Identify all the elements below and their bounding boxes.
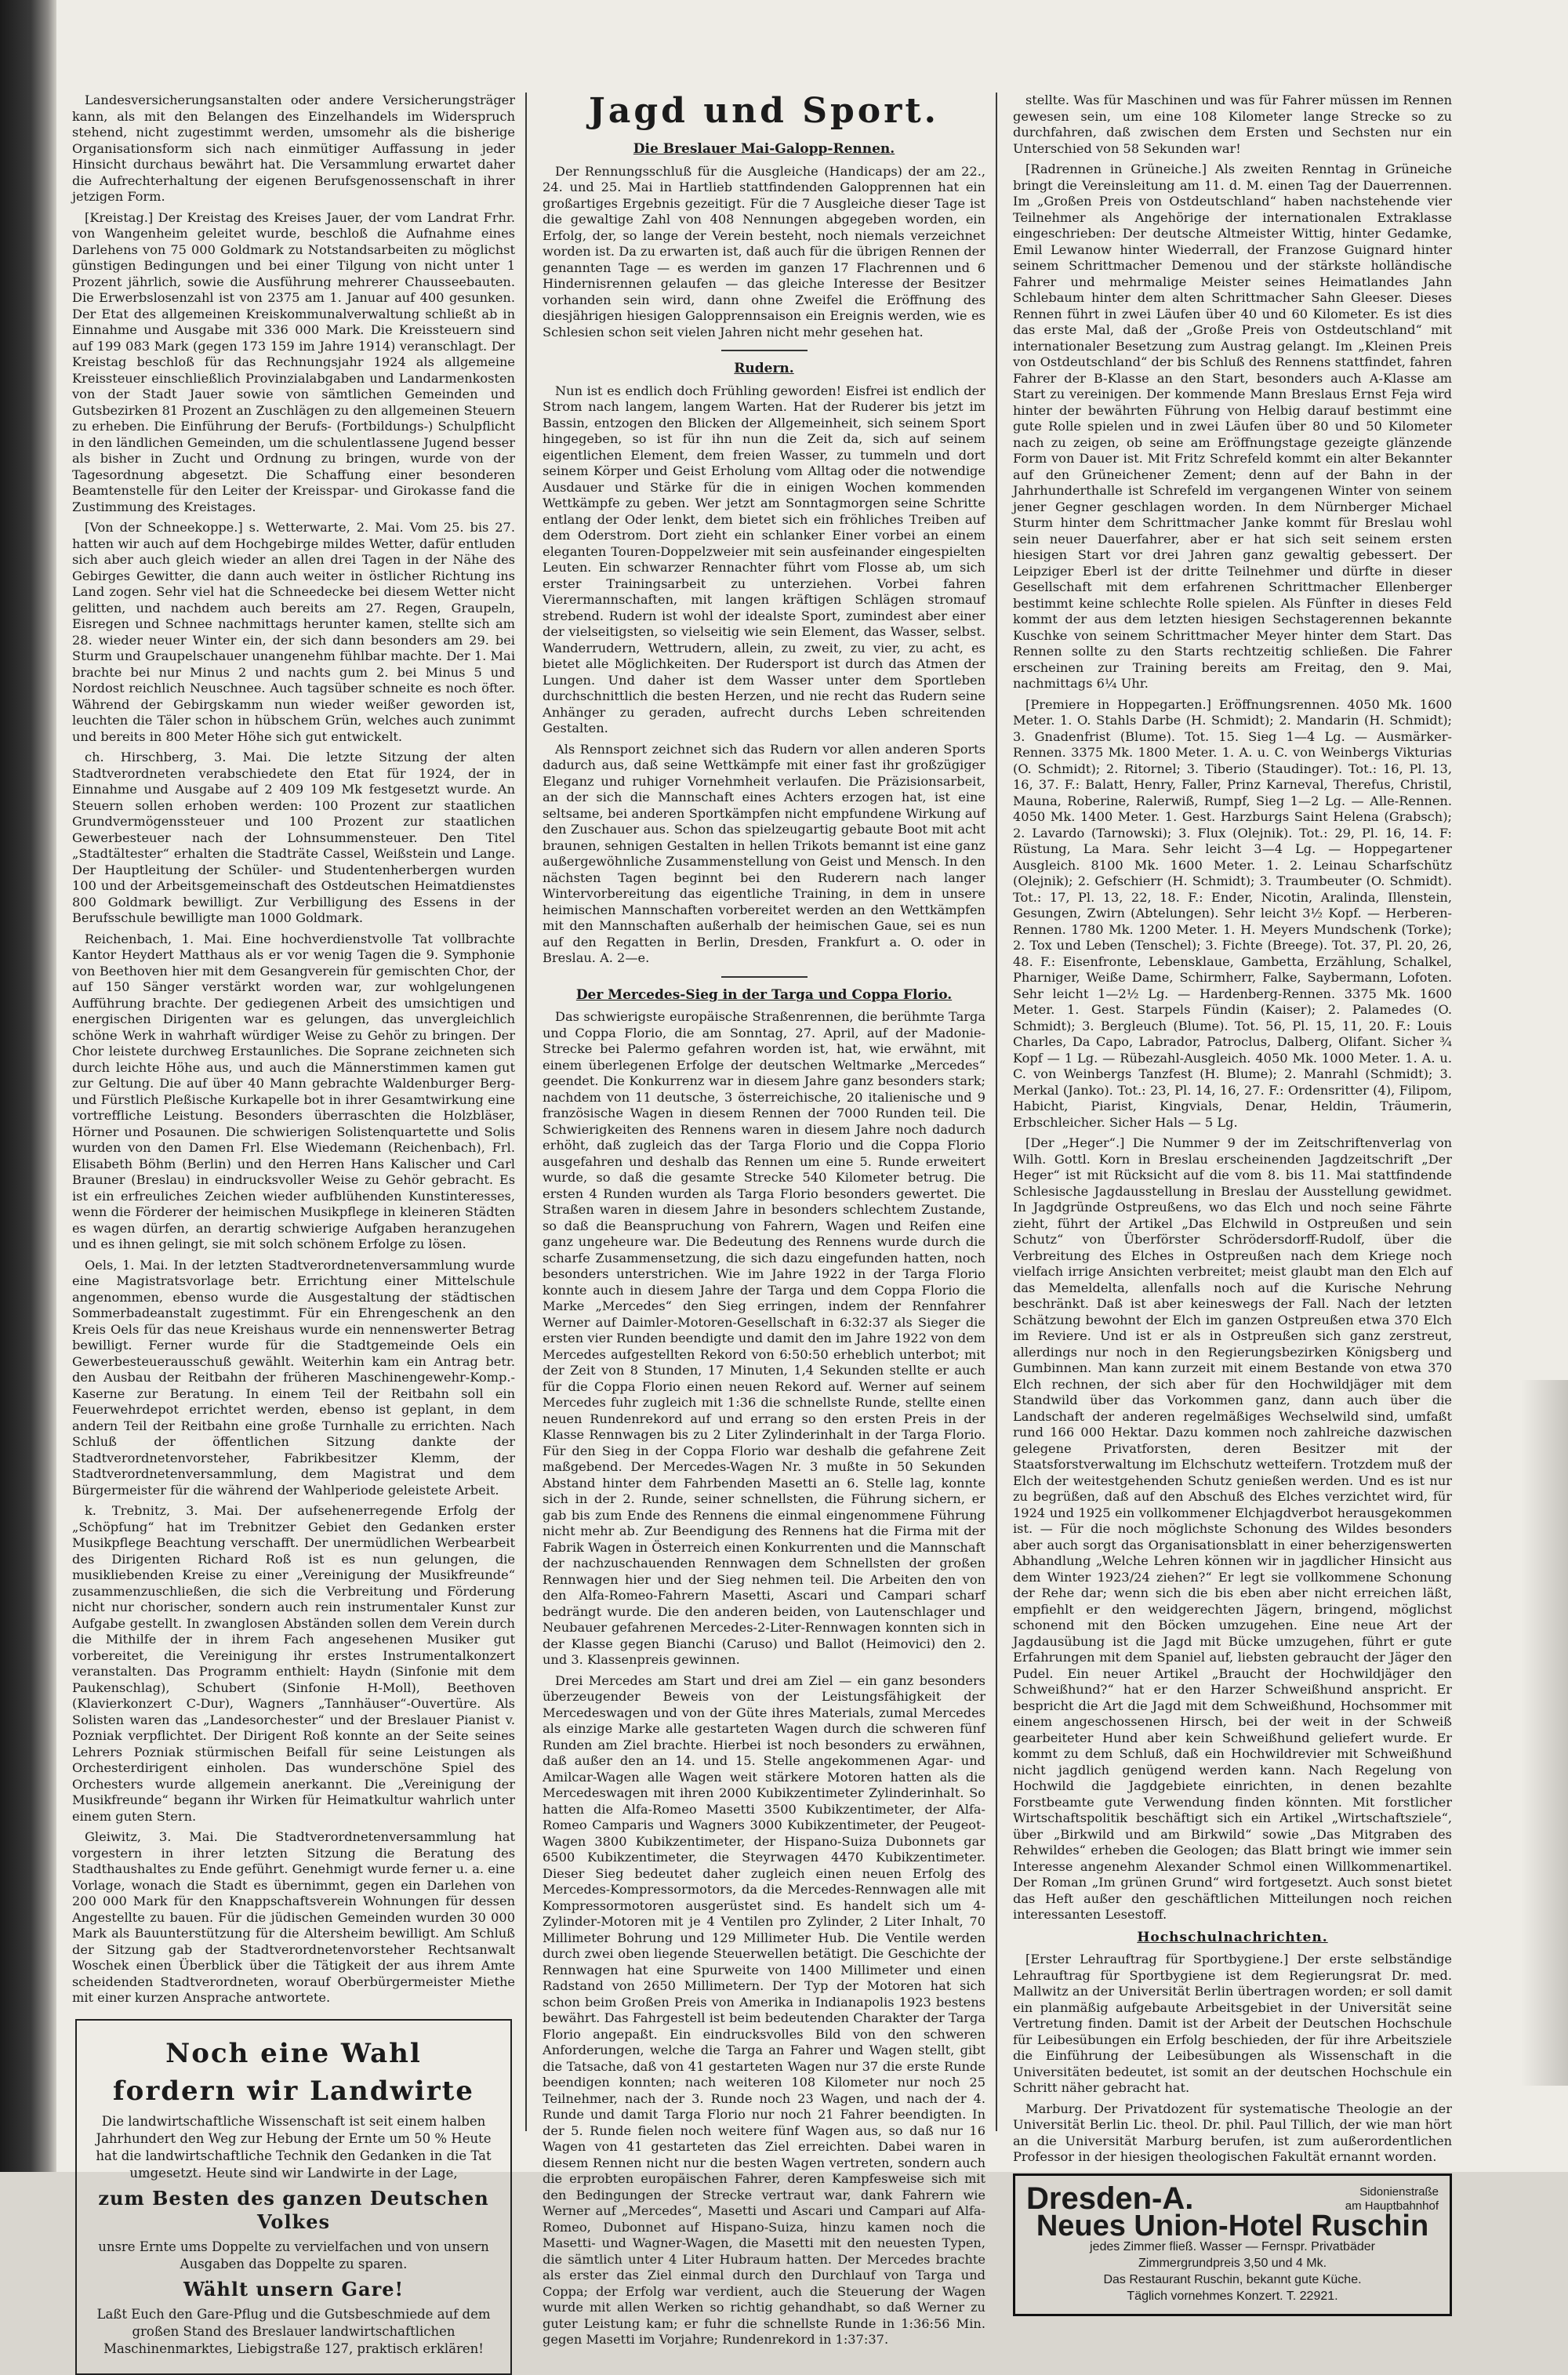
- newspaper-page: [56, 0, 1568, 2356]
- article-heading: Die Breslauer Mai-Galopp-Rennen.: [633, 141, 895, 157]
- book-binding: [0, 0, 56, 2172]
- advertisement-landwirte: [75, 2019, 512, 2375]
- column-rule-1: [525, 93, 527, 2131]
- article-reichenbach: Reichenbach, 1. Mai. Eine hochverdienstvolle Tat vollbrachte Kantor Heydert Matthaus als er vor wenig Tagen die 9. Symphonie von Beethoven hier mit dem Gesangverein für gemischten Chor, der auf 150 Sänger verstärkt worden war, zur wohlgelungenen Aufführung brachte. Der gediegenen Arbeit des umsichtigen und energischen Dirigenten war es gelungen, das unvergleichlich schöne Werk in wahrhaft würdiger Weise zu Gehör zu bringen. Der Chor leistete durchweg Erstaunliches. Die Soprane zeichneten sich durch leichte Höhe aus, und auch die Männerstimmen kamen gut zur Geltung. Die auf über 40 Mann gebrachte Waldenburger Berg- und Fürstlich Pleßische Kurkapelle bot in ihrer Gesamtwirkung eine vortreffliche Leistung. Besonders überraschten die Holzbläser, Hörner und Posaunen. Die schwierigen Solistenquartette und Solis wurden von den Damen Frl. Else Wiedemann (Reichenbach), Frl. Elisabeth Böhm (Berlin) und den Herren Hans Kalischer und Carl Brauner (Breslau) in eindrucksvoller Weise zu Gehör gebracht. Es ist ein erfreuliches Zeichen wieder aufblühenden Kunstinteresses, wenn die Förderer der heimischen Musikpflege in kleineren Städten es wagen dürfen, an derartig schwierige Aufgaben heranzugehen und es ihnen gelingt, sie mit solch schönem Erfolge zu lösen.: [72, 931, 515, 1251]
- ad-text: Laßt Euch den Gare-Pflug und die Gutsbeschmiede auf dem großen Stand des Breslauer landwirtschaftlichen Maschinenmarktes, Liebigstraße 127, praktisch erklären!: [96, 2306, 491, 2356]
- article-paragraph: Landesversicherungsanstalten oder andere Versicherungsträger kann, als mit den Belangen des Einzelhandels im Widerspruch stehend, nicht zugestimmt werden, umsomehr als die bisherige Organisationsform sich nach einmütiger Auffassung in jeder Hinsicht durchaus bewährt hat. Die Versammlung erwartet daher die Aufrechterhaltung der eigenen Berufsgenossenschaft in ihrer jetzigen Form.: [72, 93, 515, 204]
- article-oels: Oels, 1. Mai. In der letzten Stadtverordnetenversammlung wurde eine Magistratsvorlage betr. Errichtung einer Mittelschule angenommen, ebenso wurde die Ausgestaltung der städtischen Sommerbadeanstalt zugestimmt. Für ein Ehrengeschenk an den Kreis Oels für das neue Kreishaus wurde ein nennenswerter Betrag bewilligt. Ferner wurde für die Stadtgemeinde Oels ein Gewerbesteuerausschuß gewählt. Weiterhin kam ein Antrag betr. den Ausbau der Reitbahn der früheren Maschinengewehr-Komp.-Kaserne zur Beratung. In einem Teil der Reitbahn soll ein Feuerwehrdepot errichtet werden, ebenso ist geplant, in dem andern Teil der Reitbahn eine große Turnhalle zu errichten. Nach Schluß der öffentlichen Sitzung dankte der Stadtverordnetenvorsteher, Fabrikbesitzer Klemm, der Stadtverordnetenversammlung, dem Magistrat und dem Bürgermeister für die während der Wahlperiode geleistete Arbeit.: [72, 1257, 515, 1498]
- separator: [721, 350, 808, 351]
- page-edge-shadow: [1521, 1380, 1568, 2086]
- article-trebnitz: k. Trebnitz, 3. Mai. Der aufsehenerregende Erfolg der „Schöpfung“ hat im Trebnitzer Gebiet den Gedanken erster Musikpflege Beachtung verschafft. Der unermüdlichen Werbearbeit des Dirigenten Richard Roß ist es nun gelungen, die musikliebenden Kreise zu einer „Vereinigung der Musikfreunde“ zusammenzuschließen, die sich die Verbreitung und Förderung nicht nur chorischer, sondern auch rein instrumentaler Kunst zur Aufgabe gestellt. In zwanglosen Abständen sollen dem Verein durch die Mithilfe der in ihrem Fach angesehenen Musiker gut vorbereitet, die Vereinigung ihr erstes Instrumentalkonzert veranstalten. Das Programm enthielt: Haydn (Sinfonie mit dem Paukenschlag), Schubert (Sinfonie H-Moll), Beethoven (Klavierkonzert C-Dur), Wagners „Tannhäuser“-Ouvertüre. Als Solisten waren das „Landesorchester“ und der Breslauer Pianist v. Pozniak verpflichtet. Der Dirigent Roß konnte an der Seite seines Lehrers Pozniak stürmischen Beifall für seine Leistungen als Orchesterdirigent einholen. Das wunderschöne Spiel des Orchesters wurde allgemein anerkannt. Die „Vereinigung der Musikfreunde“ begann ihr Wirken für Heimatkultur wahrlich unter einem guten Stern.: [72, 1503, 515, 1824]
- article-paragraph: Drei Mercedes am Start und drei am Ziel — ein ganz besonders überzeugender Beweis von der Leistungsfähigkeit der Mercedeswagen und von der Güte ihres Materials, zumal Mercedes als einzige Marke alle gestarteten Wagen durch die schweren fünf Runden am Ziel brachte. Hierbei ist noch besonders zu erwähnen, daß außer den an 14. und 15. Stelle angekommenen Agar- und Amilcar-Wagen alle Wagen weit stärkere Motoren hatten als die Mercedeswagen mit ihren 2000 Kubikzentimeter Zylinderinhalt. So hatten die Alfa-Romeo Masetti 3500 Kubikzentimeter, der Alfa-Romeo Camparis und Wagners 3000 Kubikzentimeter, der Peugeot-Wagen 3800 Kubikzentimeter, der Hispano-Suiza Dubonnets gar 6500 Kubikzentimeter, die Steyrwagen 4470 Kubikzentimeter. Dieser Sieg bedeutet daher zugleich einen neuen Erfolg des Mercedes-Kompressormotors, da die Mercedes-Rennwagen alle mit Kompressormotoren ausgerüstet sind. Es handelt sich um 4-Zylinder-Motoren mit je 4 Ventilen pro Zylinder, 2 Liter Inhalt, 70 Millimeter Bohrung und 129 Millimeter Hub. Die Ventile werden durch zwei oben liegende Steuerwellen betätigt. Die Geschichte der Rennwagen hat eine Spurweite von 1400 Millimeter und einen Radstand von 2650 Millimetern. Der Typ der Motoren hat sich schon beim Großen Preis von Amerika in Indianapolis 1923 bestens bewährt. Das Fahrgestell ist beim bedeutenden Charakter der Targa Florio angepaßt. Ein eindrucksvolles Bild von den schweren Anforderungen, welche die Targa an Fahrer und Wagen stellt, gibt die Tatsache, daß von 41 gestarteten Wagen nur 37 die erste Runde beendigen konnten; nach weiteren 108 Kilometer nur noch 25 Teilnehmer, nach der 3. Runde noch 23 Wagen, und nach der 4. Runde und damit Targa Florio nur noch 21 Fahrer beendigten. In der 5. Runde fielen noch weitere fünf Wagen aus, so daß nur 16 Wagen von 41 gestarteten das Ziel erreichten. Dabei waren in diesem Rennen nicht nur die besten Wagen vertreten, sondern auch die erprobten europäischen Fahrer, deren Kampfesweise sich mit den Bedingungen der Strecke vertraut war, dank Fahrern wie Werner auf „Mercedes“, Masetti und Ascari und Campari auf Alfa-Romeo, Dubonnet auf Hispano-Suiza, hinzu kamen noch die Masetti- und Wagner-Wagen, die Masetti mit den neuesten Typen, die sämtlich unter 4 Liter Hubraum hatten. Der Mercedes brachte als erster das Ziel einmal durch den Durchlauf von Targa und Coppa; der Erfolg war verdient, auch die Steuerung der Wagen wurde mit allen Werken so richtig gehandhabt, so daß Werner zu guter Leistung kam; er fuhr die schnellste Runde in 1:36:56 Min. gegen Masetti im Vorjahre; Rundenrekord in 1:37:37.: [543, 1672, 985, 2347]
- ad-text: unsre Ernte ums Doppelte zu vervielfachen und von unsern Ausgaben das Doppelte zu sparen.: [98, 2239, 489, 2272]
- article-schneekoppe: [Von der Schneekoppe.] s. Wetterwarte, 2. Mai. Vom 25. bis 27. hatten wir auch auf dem Hochgebirge mildes Wetter, dafür entluden sich aber auch gleich wieder an allen drei Tagen in der Nähe des Gebirges Gewitter, die dann auch weiter in östlicher Richtung ins Land zogen. Sehr viel hat die Schneedecke bei diesem Wetter nicht gelitten, und nachdem auch bereits am 27. Regen, Graupeln, Eisregen und Schnee nachmittags herunter kamen, stellte sich am 28. wieder neuer Winter ein, der sich dann besonders am 29. bei Sturm und Graupelschauer unangenehm fühlbar machte. Der 1. Mai brachte bei nur Minus 2 und nachts gum 2. bei Minus 5 und Nordost reichlich Neuschnee. Auch tagsüber schneite es noch öfter. Während der Gebirgskamm nun wieder weißer geworden ist, leuchten die Täler schon in hübschem Grün, welches auch zunimmt und bereits in 800 Meter Höhe sich gut entwickelt.: [72, 520, 515, 744]
- article-paragraph: Der Rennungsschluß für die Ausgleiche (Handicaps) der am 22., 24. und 25. Mai in Hartlieb stattfindenden Galopprennen hat ein großartiges Ergebnis gezeitigt. Für die 7 Ausgleiche dieser Tage ist die gewaltige Zahl von 408 Nennungen abgegeben worden, ein Erfolg, der, so lange der Verein besteht, noch niemals verzeichnet worden ist. Da zu erwarten ist, daß auch für die übrigen Rennen der genannten Tage — es werden im ganzen 17 Flachrennen und 6 Hindernisrennen gelaufen — das gleiche Interesse der Besitzer vorhanden sein wird, dann ohne Zweifel die Eröffnung des diesjährigen hiesigen Galopprennsaison ein Ereignis werden, wie es Schlesien schon seit vielen Jahren nicht mehr gesehen hat.: [543, 163, 985, 340]
- column-middle: [543, 91, 985, 2347]
- hotel-info: jedes Zimmer fließ. Wasser — Fernspr. Privatbäder: [1090, 2240, 1375, 2253]
- ad-callout: Wählt unsern Gare!: [183, 2277, 405, 2301]
- article-gleiwitz: Gleiwitz, 3. Mai. Die Stadtverordnetenversammlung hat vorgestern in ihrer letzten Sitzung die Beratung des Stadthaushaltes zu Ende geführt. Genehmigt wurde ferner u. a. eine Vorlage, wonach die Stadt es übernimmt, gegen ein Darlehen von 200 000 Mark für den Knappschaftsverein Wohnungen für dessen Angestellte zu bauen. Für die jüdischen Gemeinden wurden 30 000 Mark als Bauunterstützung für die Altersheim bewilligt. Am Schluß der Sitzung gab der Stadtverordnetenvorsteher Rechtsanwalt Woschek einen Überblick über die Tätigkeit der aus ihrem Amte scheidenden Stadtverordneten, worauf Oberbürgermeister Miethe mit einer kurzen Ansprache antwortete.: [72, 1829, 515, 2005]
- hotel-info: Das Restaurant Ruschin, bekannt gute Küche.: [1103, 2273, 1362, 2286]
- separator: [721, 976, 808, 978]
- article-heading: Hochschulnachrichten.: [1137, 1929, 1328, 1945]
- article-paragraph: Marburg. Der Privatdozent für systematische Theologie an der Universität Berlin Lic. theol. Dr. phil. Paul Tillich, der wie man hört an die Universität Marburg berufen, ist zum außerordentlichen Professor in der hiesigen theologischen Fakultät ernannt worden.: [1013, 2101, 1452, 2164]
- ad-subheadline: fordern wir Landwirte: [113, 2075, 474, 2107]
- article-paragraph: Das schwierigste europäische Straßenrennen, die berühmte Targa und Coppa Florio, die am Sonntag, 27. April, auf der Madonie-Strecke bei Palermo gefahren worden ist, hat, wie erwähnt, mit einem überlegenen Erfolge der deutschen Weltmarke „Mercedes“ geendet. Die Konkurrenz war in diesem Jahre ganz besonders stark; nachdem von 11 deutsche, 3 österreichische, 20 italienische und 9 französische Wagen in diesem Rennen der 7000 Runden teil. Die Schwierigkeiten des Rennens waren in diesem Jahre noch dadurch erhöht, daß zugleich das der Targa Florio und die Coppa Florio ausgefahren und deshalb das Rennen um eine 5. Runde erweitert wurde, so daß die gesamte Strecke 540 Kilometer betrug. Die ersten 4 Runden wurden als Targa Florio besonders gewertet. Die Straßen waren in diesem Jahre in besonders schlechtem Zustande, so daß die Beanspruchung von Fahrern, Wagen und Reifen eine ganz ungeheure war. Die Bedeutung des Rennens wurde durch die scharfe Zusammensetzung, die sich dazu eingefunden hatten, noch besonders unterstrichen. Wie im Jahre 1922 in der Targa Florio konnte auch in diesem Jahre der Targa und dem Coppa Florio die Marke „Mercedes“ den Sieg erringen, indem der Rennfahrer Werner auf Daimler-Motoren-Gesellschaft in 6:32:37 als Sieger die ersten vier Runden beendigte und damit den im Jahre 1922 von dem Mercedes aufgestellten Rekord von 6:50:50 erheblich unterbot; mit der Zeit von 8 Stunden, 17 Minuten, 1,4 Sekunden stellte er auch für die Coppa Florio einen neuen Rekord auf. Werner auf seinem Mercedes fuhr zugleich mit 1:36 die schnellste Runde, stellte einen neuen Rundenrekord auf und errang so den ersten Preis in der Klasse Rennwagen bis zu 2 Liter Zylinderinhalt in der Targa Florio. Für den Sieg in der Coppa Florio war deshalb die gefahrene Zeit maßgebend. Der Mercedes-Wagen Nr. 3 mußte in 50 Sekunden Abstand hinter dem Fahrbenden Masetti an 6. Stelle lag, konnte sich in der 2. Runde, seiner schnellsten, die Führung sichern, er gab bis zum Ende des Rennens die einmal eingenommene Führung nicht mehr ab. Zur Beendigung des Rennens hat die Firma mit der Fabrik Wagen in Österreich einen Konkurrenten und die Mannschaft der nachzuschauenden Rennwagen dem Schnellsten der großen Rennwagen hier und der Sieg nehmen teil. Die Arbeiten den von den Alfa-Romeo-Fahrern Masetti, Ascari und Campari scharf bedrängt wurde. Die den anderen beiden, von Lautenschlager und Neubauer gefahrenen Mercedes-2-Liter-Rennwagen konnten sich in der Klasse gegen Bianchi (Caruso) und Ballot (Heimovici) den 2. und 3. Klassenpreis gewinnen.: [543, 1009, 985, 1667]
- hotel-info: Täglich vornehmes Konzert. T. 22921.: [1127, 2290, 1338, 2303]
- ad-slogan: zum Besten des ganzen Deutschen Volkes: [98, 2186, 489, 2233]
- article-paragraph: stellte. Was für Maschinen und was für Fahrer müssen im Rennen gewesen sein, um eine 108 Kilometer lange Strecke so zu durchfahren, daß zwischen dem Ersten und Sechsten nur ein Unterschied von 58 Sekunden war!: [1013, 93, 1452, 156]
- article-radrennen: [Radrennen in Grüneiche.] Als zweiten Renntag in Grüneiche bringt die Vereinsleitung am 11. d. M. einen Tag der Dauerrennen. Im „Großen Preis von Ostdeutschland“ haben nachstehende vier Teilnehmer als Angehörige der internationalen Extraklasse eingeschrieben: Der deutsche Altmeister Wittig, hinter Gedamke, Emil Lewanow hinter Wiederrall, der Franzose Guignard hinter seinem Schrittmacher Demenou und der stärkste holländische Fahrer und mehrmalige Meister seines Heimatlandes Jahn Schlebaum hinter dem alten Schrittmacher Sahn Gleeser. Dieses Rennen führt in zwei Läufen über 40 und 60 Kilometer. Es ist dies das erste Mal, daß der „Große Preis von Ostdeutschland“ mit internationaler Besetzung zum Austrag gelangt. Im „Kleinen Preis von Ostdeutschland“ der bis Schluß des Rennens stattfindet, fahren Fahrer der B-Klasse an den Start, besonders auch A-Klasse am Start zu vereinigen. Der kommende Mann Breslaus Ernst Feja wird hinter der bewährten Führung von Helbig darauf bestimmt eine gute Rolle spielen und in zwei Läufen über 80 und 50 Kilometer nach zu zeigen, ob seine am Eröffnungstage gezeigte glänzende Form von Dauer ist. Mit Fritz Schrefeld kommt ein alter Bekannter auf den Grüneichener Zement; denn auf der Bahn in der Jahrhunderthalle ist Schrefeld im vergangenen Winter von seinem jener Gegner geschlagen worden. In dem Nürnberger Michael Sturm hinter dem Schrittmacher Janke kommt für Breslau wohl sein neuer Dauerfahrer, aber er hat sich seit seinem ersten hiesigen Start vor drei Jahren ganz gewaltig gebessert. Der Leipziger Eberl ist der dritte Teilnehmer und dürfte in dieser Gesellschaft mit dem erfahrenen Schrittmacher Ellenberger bestimmt keine schlechte Rolle spielen. Als Fünfter in dieses Feld kommt der aus dem letzten hiesigen Sechstagerennen bekannte Kuschke von seinem Schrittmacher Meyer hinter dem Start. Das Rennen sollte zu den Starts rechtzeitig schließen. Die Fahrer erscheinen zur Training bereits am Freitag, den 9. Mai, nachmittags 6¼ Uhr.: [1013, 162, 1452, 691]
- article-heading: Der Mercedes-Sieg in der Targa und Coppa Florio.: [575, 986, 953, 1003]
- column-right: [1013, 93, 1452, 2303]
- article-paragraph: [Erster Lehrauftrag für Sportbygiene.] Der erste selbständige Lehrauftrag für Sportbygiene ist dem Regierungsrat Dr. med. Mallwitz an der Universität Berlin übertragen worden; er soll damit ein planmäßig aufgebaute Arbeitsgebiet in der Universität seine Vertretung finden. Damit ist der Arbeit der Deutschen Hochschule für Leibesübungen ein Erfolg beschieden, der für ihre Arbeitsziele die Einführung der Leibesübungen als Wissenschaft in die Universitäten bedeutet, ist somit an der deutschen Hochschule ein Schritt näher gebracht hat.: [1013, 1952, 1452, 2095]
- article-heading: Rudern.: [734, 361, 794, 376]
- article-paragraph: Als Rennsport zeichnet sich das Rudern vor allen anderen Sports dadurch aus, daß seine Wettkämpfe mit einer fast ihr großzügiger Eleganz und ruhiger Vornehmheit verlaufen. Die Präzisionsarbeit, an der sich die Mannschaft eines Achters erzogen hat, ist eine seltsame, bei anderen Sportkämpfen nicht empfundene Wirkung auf den Zuschauer aus. Schon das spielzeugartig gebaute Boot mit acht braunen, sehnigen Gestalten in hellen Trikots bemannt ist eine ganz außergewöhnliche Zusammenstellung von Geist und Mensch. In den nächsten Tagen beginnt bei den Ruderern nach langer Wintervorbereitung das eigentliche Training, in dem in unsere heimischen Mannschaften vorbereitet werden an den Wettkämpfen mit den Mannschaften außerhalb der heimischen Gaue, sei es nun auf den Regatten in Berlin, Dresden, Frankfurt a. O. oder in Breslau. A. 2—e.: [543, 741, 985, 965]
- hotel-address-line: Sidonienstraße: [1359, 2184, 1439, 2199]
- column-left: [72, 93, 515, 2356]
- advertisement-hotel: [1013, 2173, 1452, 2317]
- hotel-city: Dresden-A.: [1026, 2181, 1194, 2217]
- column-rule-2: [996, 93, 997, 2131]
- hotel-name: Neues Union-Hotel Ruschin: [1036, 2209, 1429, 2242]
- ad-headline: Noch eine Wahl: [165, 2037, 422, 2069]
- article-paragraph: Nun ist es endlich doch Frühling geworden! Eisfrei ist endlich der Strom nach langem, langem Warten. Hat der Ruderer bis jetzt im Bassin, entzogen den Blicken der Allgemeinheit, sich seinem Sport hingegeben, so ist für ihn nun die Zeit da, sich auf seinem eigentlichen Element, dem freien Wasser, zu tummeln und dort seinem Körper und Geist Erholung vom Alltag oder die notwendige Ausdauer und Stärke für die in einigen Wochen kommenden Wettkämpfe zu geben. Wer jetzt am Sonntagmorgen seine Schritte entlang der Oder lenkt, dem bietet sich ein fröhliches Treiben auf dem Oderstrom. Dort zieht ein schlanker Einer vorbei an einem eleganten Touren-Doppelzweier mit sein ausfeinander eingespielten Leuten. Ein schwarzer Rennachter führt vom Flosse ab, um sich erster Trainingsarbeit zu unterziehen. Vorbei fahren Vierermannschaften, mit langen kräftigen Schlägen stromauf strebend. Rudern ist wohl der idealste Sport, zumindest aber einer der vielseitigsten, so vielseitig wie sein Element, das Wasser, selbst. Wanderrudern, Wettrudern, allein, zu zweit, zu vier, zu acht, es bietet alle Möglichkeiten. Der Rudersport ist durch das Atmen der Lungen. Und daher ist dem Wasser unter dem Sportleben durchschnittlich die besten Herzen, und nie recht das Rudern seine Anhänger zu geraden, aufrecht durchs Leben schreitenden Gestalten.: [543, 383, 985, 735]
- article-hirschberg: ch. Hirschberg, 3. Mai. Die letzte Sitzung der alten Stadtverordneten verabschiedete den Etat für 1924, der in Einnahme und Ausgabe auf 2 409 109 Mk festgesetzt wurde. An Steuern sollen erhoben werden: 100 Prozent zur staatlichen Grundvermögenssteuer und 100 Prozent zur staatlichen Gewerbesteuer nach der Lohnsummensteuer. Den Titel „Stadtältester“ erhalten die Stadträte Cassel, Weißstein und Lange. Der Hauptleitung der Schüler- und Studentenherbergen wurden 100 und der Arbeitsgemeinschaft des Ostdeutschen Heimatdienstes 800 Goldmark bewilligt. Zur Verbilligung des Essens in der Berufsschule bewilligte man 1000 Goldmark.: [72, 750, 515, 925]
- hotel-address-line: am Hauptbahnhof: [1345, 2199, 1439, 2213]
- article-hoppegarten: [Premiere in Hoppegarten.] Eröffnungsrennen. 4050 Mk. 1600 Meter. 1. O. Stahls Darbe (H. Schmidt); 2. Mandarin (H. Schmidt); 3. Gnadenfrist (Blume). Tot. 15. Sieg 1—4 Lg. — Ausmärker-Rennen. 3375 Mk. 1800 Meter. 1. A. u. C. von Weinbergs Vikturias (O. Schmidt); 2. Ritornel; 3. Tiberio (Staudinger). Tot.: 16, Pl. 13, 16, 37. F.: Balatt, Henry, Faller, Prinz Karneval, Therefus, Christil, Mauna, Roberine, Ralerwiß, Rumpf, Sieg 1—2 Lg. — Alle-Rennen. 4050 Mk. 1400 Meter. 1. Gest. Harzburgs Saint Helena (Grabsch); 2. Lavardo (Tarnowski); 3. Flux (Olejnik). Tot.: 29, Pl. 16, 14. F: Rüstung, La Mara. Sehr leicht 3—4 Lg. — Hoppegartener Ausgleich. 8100 Mk. 1600 Meter. 1. 2. Leinau Scharfschütz (Olejnik); 2. Gefschierr (H. Schmidt); 3. Traumbeuter (O. Schmidt). Tot.: 17, Pl. 13, 22, 18. F.: Ender, Nicotin, Aralinda, Illenstein, Gesungen, Zwirn (Abtelungen). Sehr leicht 3½ Kopf. — Herberen-Rennen. 1780 Mk. 1200 Meter. 1. H. Meyers Mundschenk (Torke); 2. Tox und Leben (Tenschel); 3. Fichte (Breege). Tot. 37, Pl. 20, 26, 48. F.: Eisenfronte, Lebensklaue, Gambetta, Erzählung, Schalkel, Pharniger, Weiße Dame, Schirmherr, Falke, Saybermann, Lofoten. Sehr leicht 1—2½ Lg. — Hardenberg-Rennen. 3375 Mk. 1600 Meter. 1. Gest. Starpels Fündin (Kaiser); 2. Palamedes (O. Schmidt); 3. Bergleuch (Blume). Tot. 56, Pl. 15, 11, 20. F.: Louis Charles, Da Capo, Labrador, Patroclus, Dalberg, Olifant. Sicher ¾ Kopf — 1 Lg. — Rübezahl-Ausgleich. 4050 Mk. 1000 Meter. 1. A. u. C. von Weinbergs Tanzfest (H. Blume); 2. Manrahl (Schmidt); 3. Merkal (Janko). Tot.: 23, Pl. 14, 16, 27. F.: Ordensritter (4), Filipom, Habicht, Piarist, Kingvials, Denar, Heldin, Träumerin, Erbschleicher. Sicher Hals — 5 Lg.: [1013, 696, 1452, 1130]
- article-kreistag: [Kreistag.] Der Kreistag des Kreises Jauer, der vom Landrat Frhr. von Wangenheim geleitet wurde, beschloß die Aufnahme eines Darlehens von 75 000 Goldmark zu Notstandsarbeiten zu möglichst günstigen Bedingungen und bei einer Tilgung von nicht unter 1 Prozent jährlich, sowie die Ausführung mehrerer Chausseebauten. Die Erwerbslosenzahl ist von 2375 am 1. Januar auf 400 gesunken. Der Etat des allgemeinen Kreiskommunalverwaltung schließt ab in Einnahme und Ausgabe mit 336 000 Mark. Die Kreissteuern sind auf 199 083 Mark (gegen 173 159 im Jahre 1914) veranschlagt. Der Kreistag beschloß für das Rechnungsjahr 1924 als allgemeine Kreissteuer einschließlich Provinzialabgaben und Landarmenkosten von der Stadt Jauer sowie von sämtlichen Gemeinden und Gutsbezirken 81 Prozent an Zuschlägen zu den allgemeinen Steuern zu erheben. Die Einführung der Berufs- (Fortbildungs-) Schulpflicht in den ländlichen Gemeinden, um die schulentlassene Jugend besser als bisher in Zucht und Ordnung zu bringen, wurde von der Tagesordnung abgesetzt. Die Schaffung einer besonderen Beamtenstelle für den Leiter der Kreisspar- und Girokasse fand die Zustimmung des Kreistages.: [72, 209, 515, 514]
- section-title: Jagd und Sport.: [589, 91, 939, 131]
- hotel-info: Zimmergrundpreis 3,50 und 4 Mk.: [1138, 2257, 1327, 2270]
- article-heger: [Der „Heger“.] Die Nummer 9 der im Zeitschriftenverlag von Wilh. Gottl. Korn in Breslau erscheinenden Jagdzeitschrift „Der Heger“ ist mit Rücksicht auf die vom 8. bis 11. Mai stattfindende Schlesische Jagdausstellung in Breslau der Ausstellung gewidmet. In Jagdgründe Ostpreußens, wo das Elch und noch seine Fährte zieht, führt der Artikel „Das Elchwild in Ostpreußen und sein Schutz“ von Überförster Schrödersdorff-Rudolf, über die Verbreitung des Elches in Ostpreußen nach dem Kriege noch vielfach irrige Ansichten verbreitet; meist glaubt man den Elch auf das Memeldelta, allenfalls noch auf die Kurische Nehrung beschränkt. Daß ist aber keineswegs der Fall. Nach der letzten Schätzung bewohnt der Elch im ganzen Ostpreußen etwa 370 Elch im Reviere. Und ist er als in Ostpreußen sich ganz zerstreut, allerdings nur noch in den Regierungsbezirken Königsberg und Gumbinnen. Man kann zurzeit mit einem Bestande von etwa 370 Elch rechnen, der sich aber für den Hochwildjäger mit dem Standwild über das Vorkommen ganz, dann auch über die Landschaft der anderen regelmäßiges Wechselwild sind, umfaßt rund 166 000 Hektar. Dazu kommen noch zahlreiche dazwischen gelegene Privatforsten, deren Besitzer mit der Staatsforstverwaltung im Elchschutz wetteifern. Trotzdem muß der Elch der weitestgehenden Schutz genießen werden. Und es ist nur zu begrüßen, daß auf den Abschuß des Elches verzichtet wird, für 1924 und 1925 ein vollkommener Elchjagdverbot herausgekommen ist. — Für die noch möglichste Schonung des Wildes besonders aber auch sorgt das Organisationsblatt in einer beherzigenswerten Abhandlung „Welche Lehren können wir in jagdlicher Hinsicht aus dem Winter 1923/24 ziehen?“ Er legt sie vollkommene Schonung der Rehe dar; wenn sich die bis eben aber nicht erreichen läßt, empfiehlt er den weidgerechten Jägern, bringend, möglichst schonend mit den Böcken umzugehen. Eine neue Art der Jagdausübung ist die Jagd mit Bücke umzugehen, führt er gute Erfahrungen mit dem Spaniel auf, liebsten gebraucht der Jäger den Pudel. Ein neuer Artikel „Braucht der Hochwildjäger den Schweißhund?“ hat er den Harzer Schweißhund anspricht. Er bespricht die Art die Jagd mit dem Schweißhund, Hochsommer mit einem angeschossenen Hirsch, bei der weit in der Schweiß gearbeiteter Hund aber kein Schweißhund geliefert wurde. Er kommt zu dem Schluß, daß ein Hochwildrevier mit Schweißhund nicht jagdlich genügend werden kann. Nach Regelung von Hochwild die Jagdgebiete einrichten, in denen bezahlte Forstbeamte gute Verwendung finden könnten. Mit forstlicher Wirtschaftspolitik beschäftigt sich ein Artikel „Wirtschaftsziele“, über „Birkwild und am Birkwild“ sowie „Das Mitgraben des Rehwildes“ erheben die Geologen; das Blatt bringt wie immer sein Interesse angenehm Alexander Schmol einen Willkommenartikel. Der Roman „Im grünen Grund“ wird fortgesetzt. Auch sonst bietet das Heft außer den geschäftlichen Mitteilungen noch reichen interessanten Lesestoff.: [1013, 1135, 1452, 1922]
- ad-text: Die landwirtschaftliche Wissenschaft ist seit einem halben Jahrhundert den Weg zur Hebung der Ernte um 50 % Heute hat die landwirtschaftliche Technik den Gedanken in die Tat umgesetzt. Heute sind wir Landwirte in der Lage,: [96, 2113, 492, 2181]
